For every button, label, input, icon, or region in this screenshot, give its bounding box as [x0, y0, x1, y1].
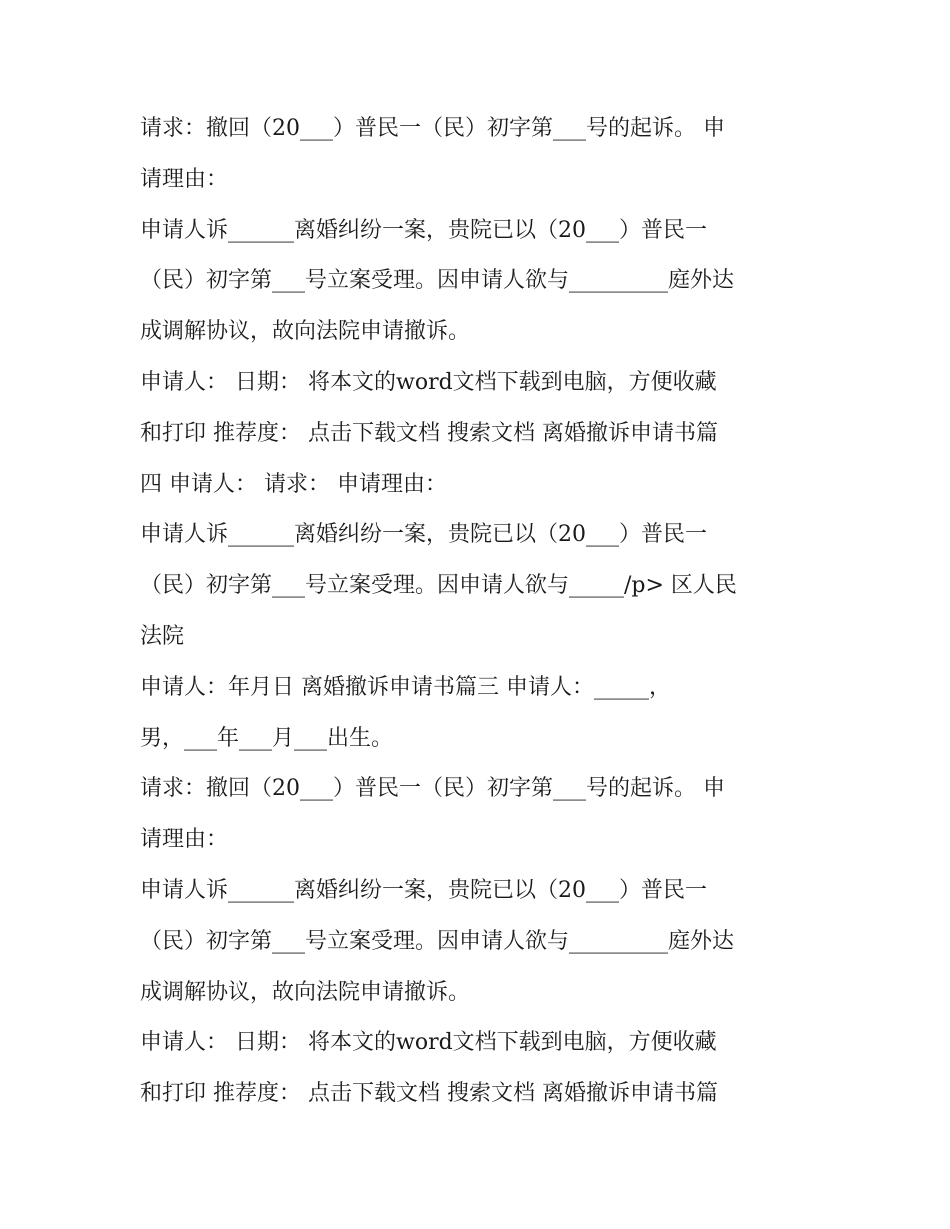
text-line: 法院: [140, 623, 185, 649]
text-line: 和打印 推荐度： 点击下载文档 搜索文档 离婚撤诉申请书篇: [140, 420, 718, 446]
text-line: 请理由：: [140, 166, 229, 192]
text-line: （民）初字第___号立案受理。因申请人欲与_________庭外达: [140, 928, 735, 954]
text-line: 成调解协议，故向法院申请撤诉。: [140, 979, 471, 1005]
text-line: 男，___年___月___出生。: [140, 725, 394, 751]
text-line: 和打印 推荐度： 点击下载文档 搜索文档 离婚撤诉申请书篇: [140, 1081, 718, 1107]
text-line: 申请人： 日期： 将本文的word文档下载到电脑，方便收藏: [140, 369, 717, 395]
document-body: [140, 104, 830, 1120]
text-line: 申请人：年月日 离婚撤诉申请书篇三 申请人：_____，: [140, 674, 671, 700]
text-line: 四 申请人： 请求： 申请理由：: [140, 471, 447, 497]
text-line: 申请人： 日期： 将本文的word文档下载到电脑，方便收藏: [140, 1030, 717, 1056]
text-line: 请求：撤回（20___）普民一（民）初字第___号的起诉。 申: [140, 776, 725, 802]
text-line: 申请人诉______离婚纠纷一案，贵院已以（20___）普民一: [140, 522, 707, 548]
text-line: （民）初字第___号立案受理。因申请人欲与_________庭外达: [140, 268, 735, 294]
text-line: （民）初字第___号立案受理。因申请人欲与_____/p> 区人民: [140, 573, 737, 599]
text-line: 申请人诉______离婚纠纷一案，贵院已以（20___）普民一: [140, 877, 707, 903]
text-line: 申请人诉______离婚纠纷一案，贵院已以（20___）普民一: [140, 217, 707, 243]
text-line: 请求：撤回（20___）普民一（民）初字第___号的起诉。 申: [140, 116, 725, 141]
text-line: 请理由：: [140, 827, 229, 853]
text-line: 成调解协议，故向法院申请撤诉。: [140, 319, 471, 345]
